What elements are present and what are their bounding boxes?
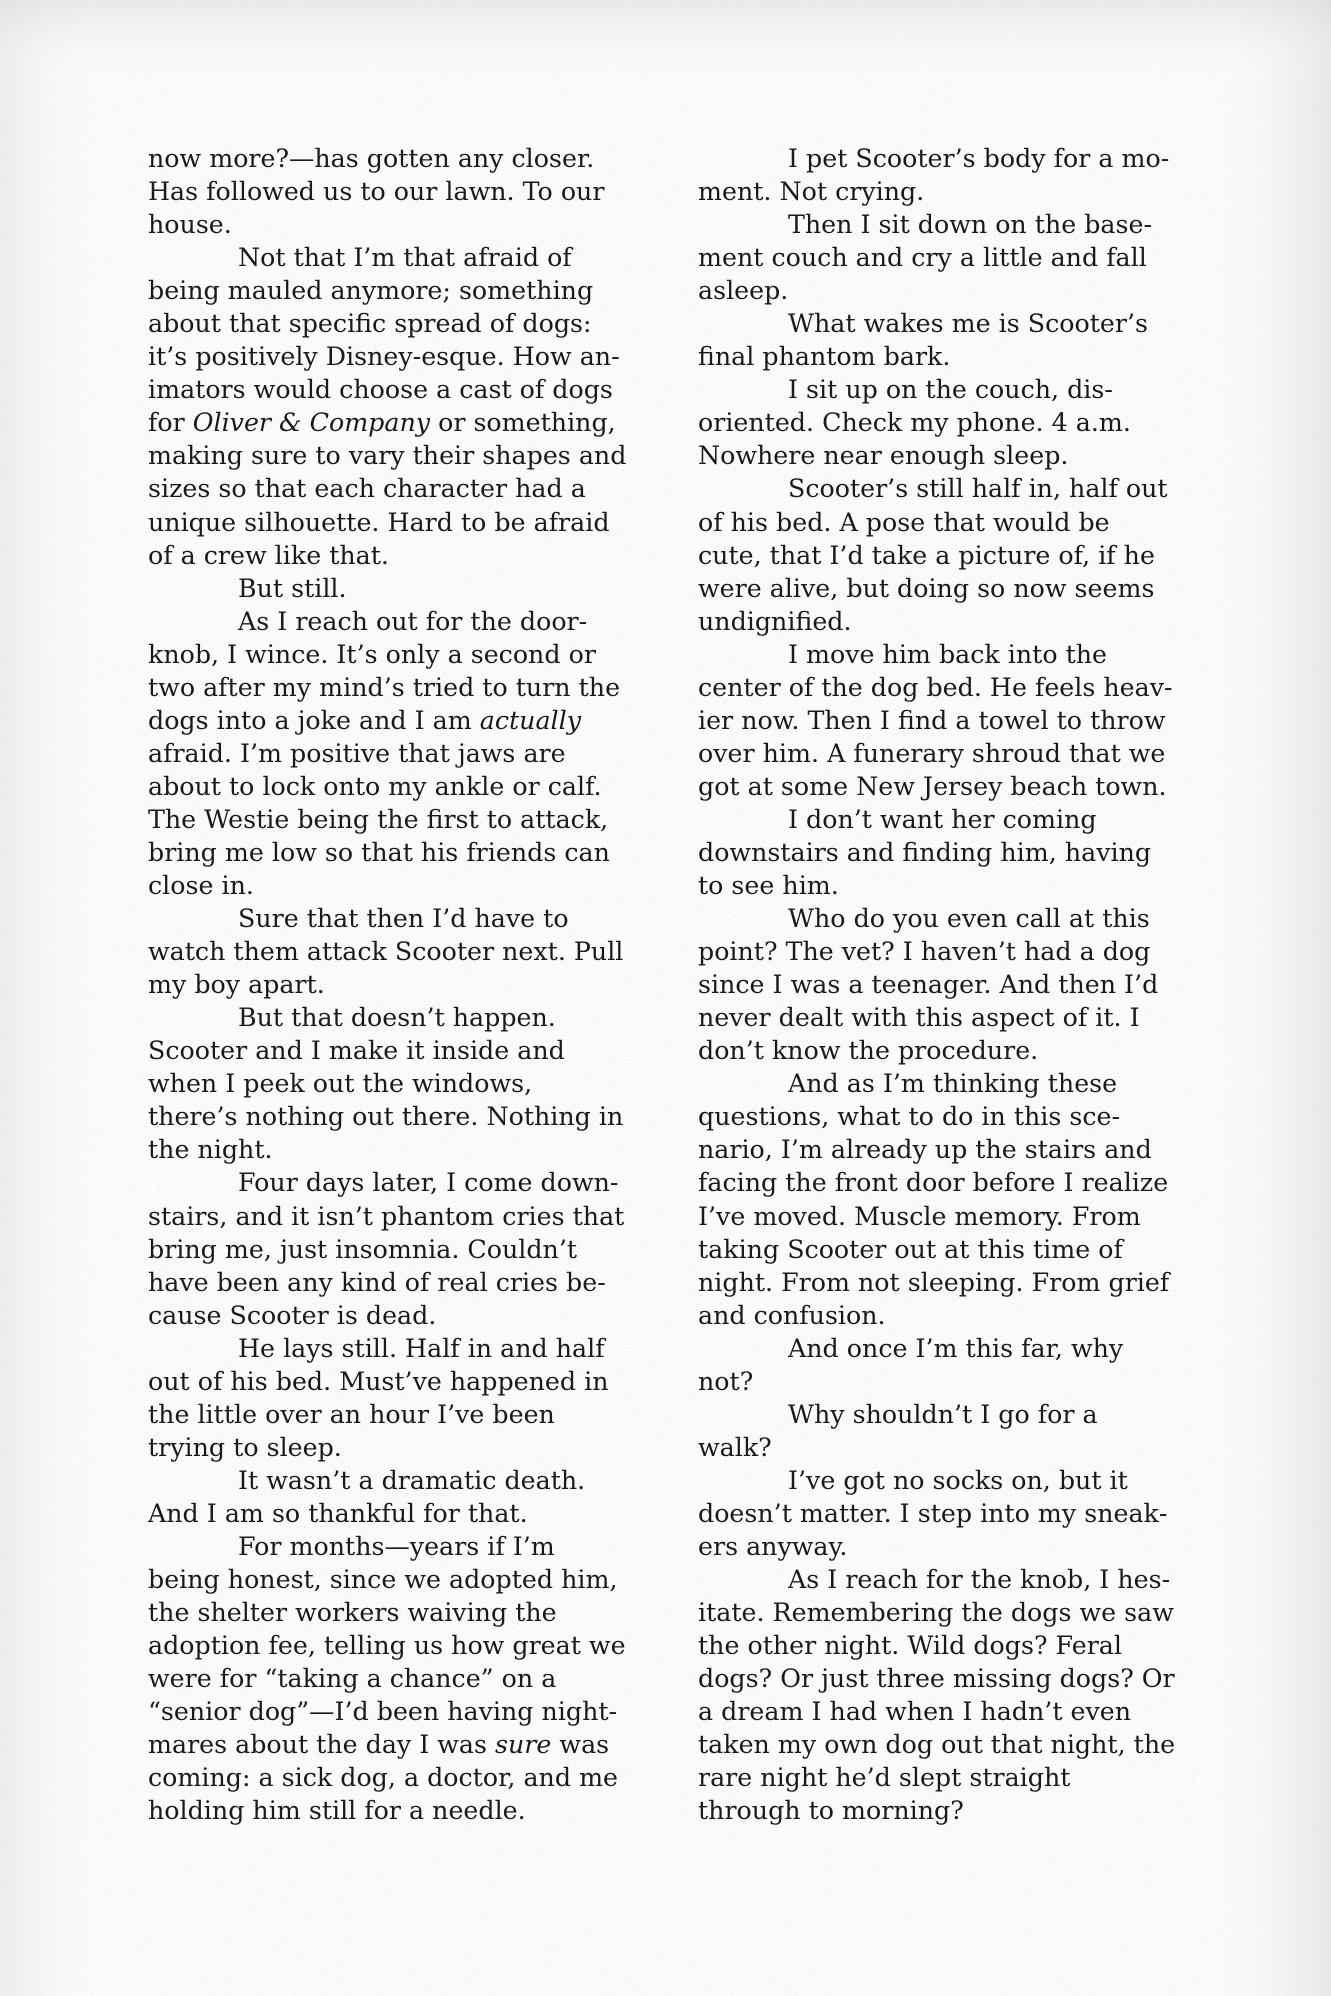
text-segment: Scooter’s still half in, half out of his bed. A pose that would be cute, that I’d take a picture of, if he were alive, but doing so now seems undignified. (698, 474, 1168, 636)
paragraph (698, 1464, 1178, 1563)
text-segment: now more?—has gotten any closer. Has followed us to our lawn. To our house. (148, 144, 605, 240)
text-segment: Who do you even call at this point? The vet? I haven’t had a dog since I was a teenager. And then I’d never dealt with this aspect of it. I don’t know the procedure. (698, 904, 1159, 1066)
text-segment: He lays still. Half in and half out of his bed. Must’ve happened in the little over an hour I’ve been trying to sleep. (148, 1333, 609, 1462)
text-segment: I’ve got no socks on, but it doesn’t matter. I step into my sneakers anyway. (698, 1465, 1168, 1561)
paragraph (698, 373, 1178, 472)
text-segment: afraid. I’m positive that jaws are about to lock onto my ankle or calf. The Westie being the first to attack, bring me low so that his friends can close in. (148, 738, 610, 901)
paragraph (148, 1001, 628, 1166)
paragraph (698, 803, 1178, 902)
paragraph (148, 1530, 628, 1827)
paragraph (698, 902, 1178, 1067)
paragraph (698, 1398, 1178, 1464)
text-segment: I sit up on the couch, disoriented. Check my phone. 4 a.m. Nowhere near enough sleep. (698, 375, 1131, 471)
text-segment: And as I’m thinking these questions, what to do in this scenario, I’m already up the stairs and facing the front door before I realize I’ve moved. Muscle memory. From taking Scooter out at this time of night. From not sleeping. From grief and confusion. (698, 1069, 1170, 1330)
paragraph (698, 1563, 1178, 1827)
text-segment: I move him back into the center of the dog bed. He feels heavier now. Then I find a towel to throw over him. A funerary shroud that we got at some New Jersey beach town. (698, 639, 1173, 801)
paragraph (698, 1332, 1178, 1398)
paragraph (698, 472, 1178, 637)
text-segment: I don’t want her coming downstairs and finding him, having to see him. (698, 804, 1152, 901)
paragraph (148, 1332, 628, 1464)
text-segment: It wasn’t a dramatic death. And I am so thankful for that. (148, 1465, 586, 1528)
paragraph (148, 241, 628, 571)
text-segment: Four days later, I come downstairs, and it isn’t phantom cries that bring me, just insomnia. Couldn’t have been any kind of real cries because Scooter is dead. (148, 1168, 625, 1330)
paragraph (148, 1166, 628, 1331)
paragraph (148, 142, 628, 241)
text-segment: As I reach for the knob, I hesitate. Remembering the dogs we saw the other night. Wild dogs? Feral dogs? Or just three missing dogs? Or a dream I had when I hadn’t even taken my own dog out that night, the rare night he’d slept straight through to morning? (698, 1565, 1176, 1826)
paragraph (698, 142, 1178, 208)
text-segment: Then I sit down on the basement couch and cry a little and fall asleep. (698, 210, 1153, 306)
text-segment: But that doesn’t happen. Scooter and I make it inside and when I peek out the windows, there’s nothing out there. Nothing in the night. (148, 1003, 624, 1165)
italic-text: actually (479, 705, 582, 735)
paragraph (148, 572, 628, 605)
text-segment: Not that I’m that afraid of being mauled anymore; something about that specific spread of dogs: it’s positively Disney-esque. How animators would choose a cast of dogs for (148, 243, 620, 438)
text-segment: As I reach out for the doorknob, I wince. It’s only a second or two after my mind’s tried to turn the dogs into a joke and I am (148, 606, 621, 735)
text-segment: What wakes me is Scooter’s final phantom bark. (698, 309, 1148, 372)
paragraph (148, 605, 628, 902)
text-segment: Why shouldn’t I go for a walk? (698, 1399, 1098, 1462)
paragraph (698, 1067, 1178, 1331)
paragraph (148, 902, 628, 1001)
text-segment: But still. (238, 573, 347, 603)
paragraph (148, 1464, 628, 1530)
text-segment: Sure that then I’d have to watch them attack Scooter next. Pull my boy apart. (148, 904, 624, 1000)
paragraph (698, 307, 1178, 373)
italic-text: sure (495, 1730, 552, 1760)
text-segment: And once I’m this far, why not? (698, 1333, 1124, 1396)
paragraph (698, 638, 1178, 803)
text-segment: For months—years if I’m being honest, since we adopted him, the shelter workers waiving the adoption fee, telling us how great we were for “taking a chance” on a “senior dog”—I’d been having nightmares about the day I was (148, 1531, 626, 1760)
text-segment: I pet Scooter’s body for a moment. Not crying. (698, 144, 1170, 207)
left-text-column (148, 142, 628, 1827)
text-segment: or something, making sure to vary their shapes and sizes so that each character had a unique silhouette. Hard to be afraid of a crew like that. (148, 408, 627, 570)
text-segment: was coming: a sick dog, a doctor, and me holding him still for a needle. (148, 1730, 619, 1826)
right-text-column (698, 142, 1178, 1827)
italic-text: Oliver & Company (192, 408, 431, 438)
paragraph (698, 208, 1178, 307)
